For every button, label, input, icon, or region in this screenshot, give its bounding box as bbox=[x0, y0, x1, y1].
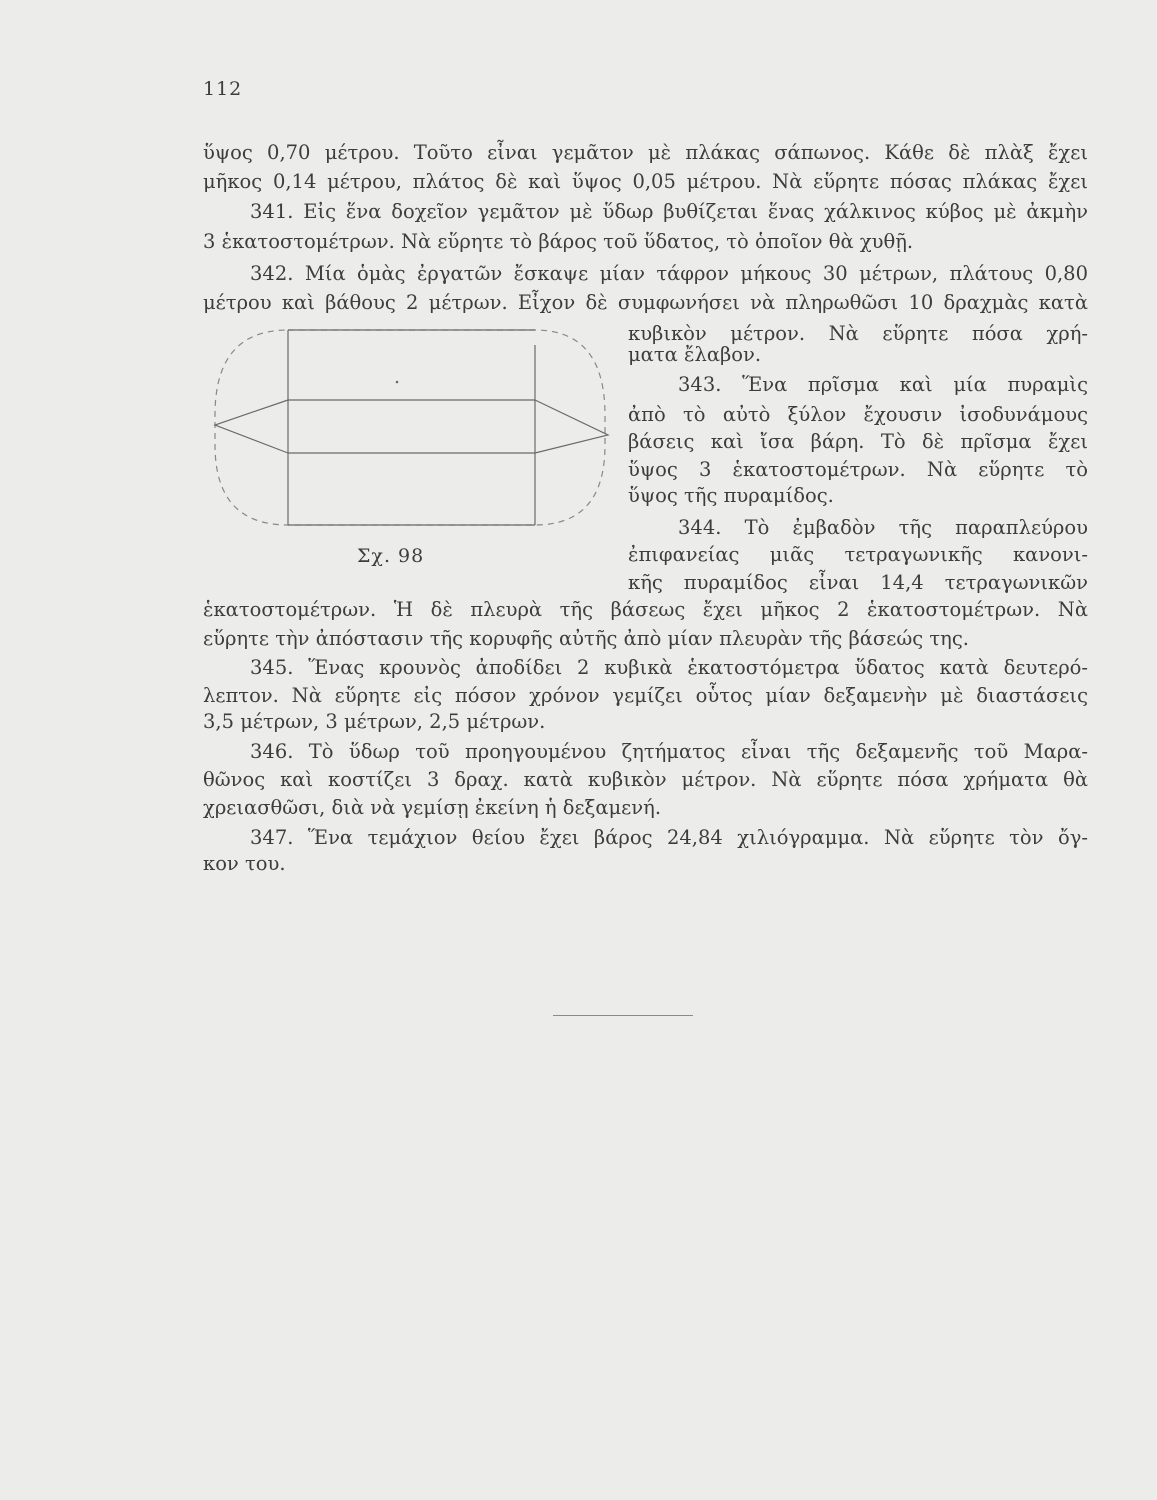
problem-342: 342. Μία ὁμὰς ἐργατῶν ἔσκαψε μίαν τάφρον μήκους 30 μέτρων, πλάτους 0,80 bbox=[250, 262, 1088, 285]
divider-rule bbox=[553, 1015, 693, 1016]
problem-345: 345. Ἕνας κρουνὸς ἀποδίδει 2 κυβικὰ ἑκατοστόμετρα ὕδατος κατὰ δευτερό- bbox=[250, 656, 1088, 679]
text-line: χρειασθῶσι, διὰ νὰ γεμίσῃ ἐκείνη ἡ δεξαμενή. bbox=[203, 796, 662, 819]
problem-346: 346. Τὸ ὕδωρ τοῦ προηγουμένου ζητήματος εἶναι τῆς δεξαμενῆς τοῦ Μαρα- bbox=[250, 740, 1088, 763]
problem-344: 344. Τὸ ἐμβαδὸν τῆς παραπλεύρου bbox=[678, 516, 1088, 539]
text-line: βάσεις καὶ ἴσα βάρη. Τὸ δὲ πρῖσμα ἔχει bbox=[628, 430, 1088, 453]
text-line: ἀπὸ τὸ αὐτὸ ξύλον ἔχουσιν ἰσοδυνάμους bbox=[628, 403, 1088, 426]
text-line: ἐπιφανείας μιᾶς τετραγωνικῆς κανονι- bbox=[628, 543, 1088, 566]
text-line: ἑκατοστομέτρων. Ἡ δὲ πλευρὰ τῆς βάσεως ἔχει μῆκος 2 ἑκατοστομέτρων. Νὰ bbox=[203, 598, 1088, 621]
figure-98-diagram bbox=[210, 325, 615, 535]
text-line: 3 ἑκατοστομέτρων. Νὰ εὕρητε τὸ βάρος τοῦ ὕδατος, τὸ ὁποῖον θὰ χυθῇ. bbox=[203, 230, 914, 253]
text-line: μῆκος 0,14 μέτρου, πλάτος δὲ καὶ ὕψος 0,05 μέτρου. Νὰ εὕρητε πόσας πλάκας ἔχει bbox=[203, 170, 1088, 193]
page-number: 112 bbox=[203, 78, 243, 100]
text-line: θῶνος καὶ κοστίζει 3 δραχ. κατὰ κυβικὸν μέτρον. Νὰ εὕρητε πόσα χρήματα θὰ bbox=[203, 768, 1088, 791]
problem-341: 341. Εἰς ἕνα δοχεῖον γεμᾶτον μὲ ὕδωρ βυθίζεται ἕνας χάλκινος κύβος μὲ ἀκμὴν bbox=[250, 200, 1088, 223]
text-line: ματα ἔλαβον. bbox=[628, 343, 762, 366]
text-line: 3,5 μέτρων, 3 μέτρων, 2,5 μέτρων. bbox=[203, 710, 546, 733]
text-line: μέτρου καὶ βάθους 2 μέτρων. Εἶχον δὲ συμφωνήσει νὰ πληρωθῶσι 10 δραχμὰς κατὰ bbox=[203, 291, 1088, 314]
text-line: ὕψος τῆς πυραμίδος. bbox=[628, 484, 834, 507]
text-line: ὕψος 3 ἑκατοστομέτρων. Νὰ εὕρητε τὸ bbox=[628, 458, 1088, 481]
problem-343: 343. Ἕνα πρῖσμα καὶ μία πυραμὶς bbox=[678, 373, 1088, 396]
text-line: ὕψος 0,70 μέτρου. Τοῦτο εἶναι γεμᾶτον μὲ πλάκας σάπωνος. Κάθε δὲ πλὰξ ἔχει bbox=[203, 141, 1088, 164]
text-line: λεπτον. Νὰ εὕρητε εἰς πόσον χρόνον γεμίζει οὗτος μίαν δεξαμενὴν μὲ διαστάσεις bbox=[203, 684, 1088, 707]
problem-347: 347. Ἕνα τεμάχιον θείου ἔχει βάρος 24,84 χιλιόγραμμα. Νὰ εὕρητε τὸν ὄγ- bbox=[250, 826, 1088, 849]
text-line: κον του. bbox=[203, 852, 286, 875]
text-line: εὕρητε τὴν ἀπόστασιν τῆς κορυφῆς αὐτῆς ἀπὸ μίαν πλευρὰν τῆς βάσεώς της. bbox=[203, 627, 969, 650]
right-pyramid bbox=[535, 400, 608, 453]
dashed-outline bbox=[215, 330, 605, 525]
text-line: κυβικὸν μέτρον. Νὰ εὕρητε πόσα χρή- bbox=[628, 322, 1088, 345]
text-line: κῆς πυραμίδος εἶναι 14,4 τετραγωνικῶν bbox=[628, 571, 1088, 594]
left-pyramid bbox=[215, 400, 288, 453]
figure-caption: Σχ. 98 bbox=[357, 545, 425, 567]
